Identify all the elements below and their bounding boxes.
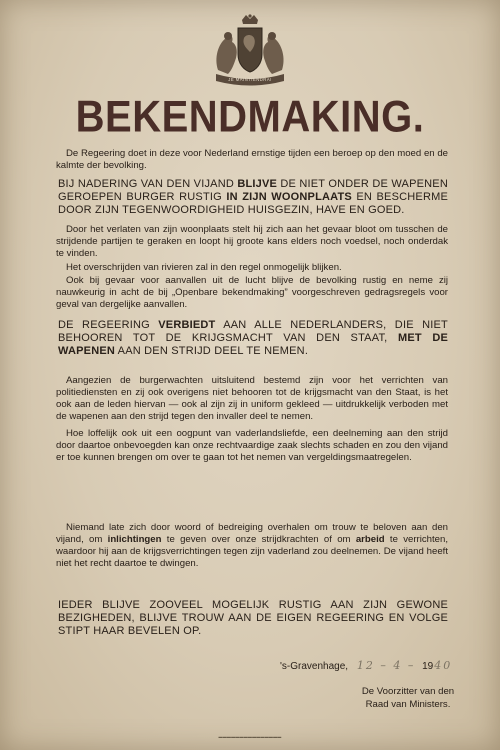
handwritten-year: 40 bbox=[434, 659, 453, 672]
year-prefix: 19 bbox=[422, 661, 434, 672]
printer-imprint: ▬▬▬▬▬▬▬▬▬▬▬▬▬▬▬ bbox=[218, 734, 282, 739]
handwritten-date: 12 – 4 – bbox=[356, 659, 416, 672]
crest-motto: JE MAINTIENDRAI bbox=[228, 77, 272, 82]
place-and-date bbox=[280, 659, 456, 672]
signature-block bbox=[348, 685, 468, 711]
closing-proclamation: IEDER BLIJVE ZOOVEEL MOGELIJK RUSTIG AAN ZIJN GEWONE BEZIGHEDEN, BLIJVE TROUW AAN DE EIGEN REGEERING EN VOLGE STIPT HAAR BEVELEN OP. bbox=[58, 599, 448, 637]
intro-paragraph: De Regeering doet in deze voor Nederland ernstige tijden een beroep op den moed en de kalmte der bevolking. bbox=[56, 148, 448, 171]
paragraph-rivers: Het overschrijden van rivieren zal in den regel onmogelijk blijken. bbox=[66, 262, 342, 273]
paragraph-threats: Niemand late zich door woord of bedreiging overhalen om trouw te beloven aan den vijand, om inlichtingen te geven over onze strijdkrachten of om arbeid te verrichten, waardoor hij aan de krijgsverrichtingen tegen zijn vaderland zou deelnemen. De vijand heeft niet het recht daartoe te dwingen. bbox=[56, 522, 449, 569]
place-name: 's-Gravenhage, bbox=[280, 661, 349, 672]
coat-of-arms-icon bbox=[208, 14, 292, 86]
proclamation-no-arms: DE REGEERING VERBIEDT AAN ALLE NEDERLANDERS, DIE NIET BEHOOREN TOT DE KRIJGSMACHT VAN DEN STAAT, MET DE WAPENEN AAN DEN STRIJD DEEL TE NEMEN. bbox=[58, 319, 448, 357]
paragraph-air-attacks: Ook bij gevaar voor aanvallen uit de lucht blijve de bevolking rustig en neme zij nauwkeurig in acht de bij „Openbare bekendmaking” voorgeschreven gedragsregels voor geval van dergelijke aanvallen. bbox=[56, 275, 448, 310]
paragraph-civil-guards: Aangezien de burgerwachten uitsluitend bestemd zijn voor het verrichten van politiediensten en zij ook overigens niet behooren tot de krijgsmacht van den Staat, is het ook aan de leden hiervan — ook al zijn zij in uniform gekleed — uitdrukkelijk verboden met de wapenen aan den strijd tegen den invaller deel te nemen. bbox=[56, 375, 448, 422]
signature-line-1: De Voorzitter van den bbox=[361, 686, 455, 697]
signature-line-2: Raad van Ministers. bbox=[365, 699, 451, 710]
paragraph-leaving: Door het verlaten van zijn woonplaats stelt hij zich aan het gevaar bloot om tusschen de strijdende partijen te geraken en loopt hij groote kans elders noch voedsel, noch onderdak te vinden. bbox=[56, 224, 448, 259]
page-title: BEKENDMAKING. bbox=[75, 92, 425, 142]
proclamation-stay-home: BIJ NADERING VAN DEN VIJAND BLIJVE DE NIET ONDER DE WAPENEN GEROEPEN BURGER RUSTIG IN ZIJN WOONPLAATS EN BESCHERME DOOR ZIJN TEGENWOORDIGHEID HUISGEZIN, HAVE EN GOED. bbox=[58, 178, 448, 216]
paragraph-patriotism: Hoe loffelijk ook uit een oogpunt van vaderlandsliefde, een deelneming aan den strijd door daartoe onbevoegden kan onze rechtvaardige zaak slechts schaden en zou den vijand er toe kunnen brengen om over te gaan tot het nemen van vergeldingsmaatregelen. bbox=[56, 428, 448, 463]
